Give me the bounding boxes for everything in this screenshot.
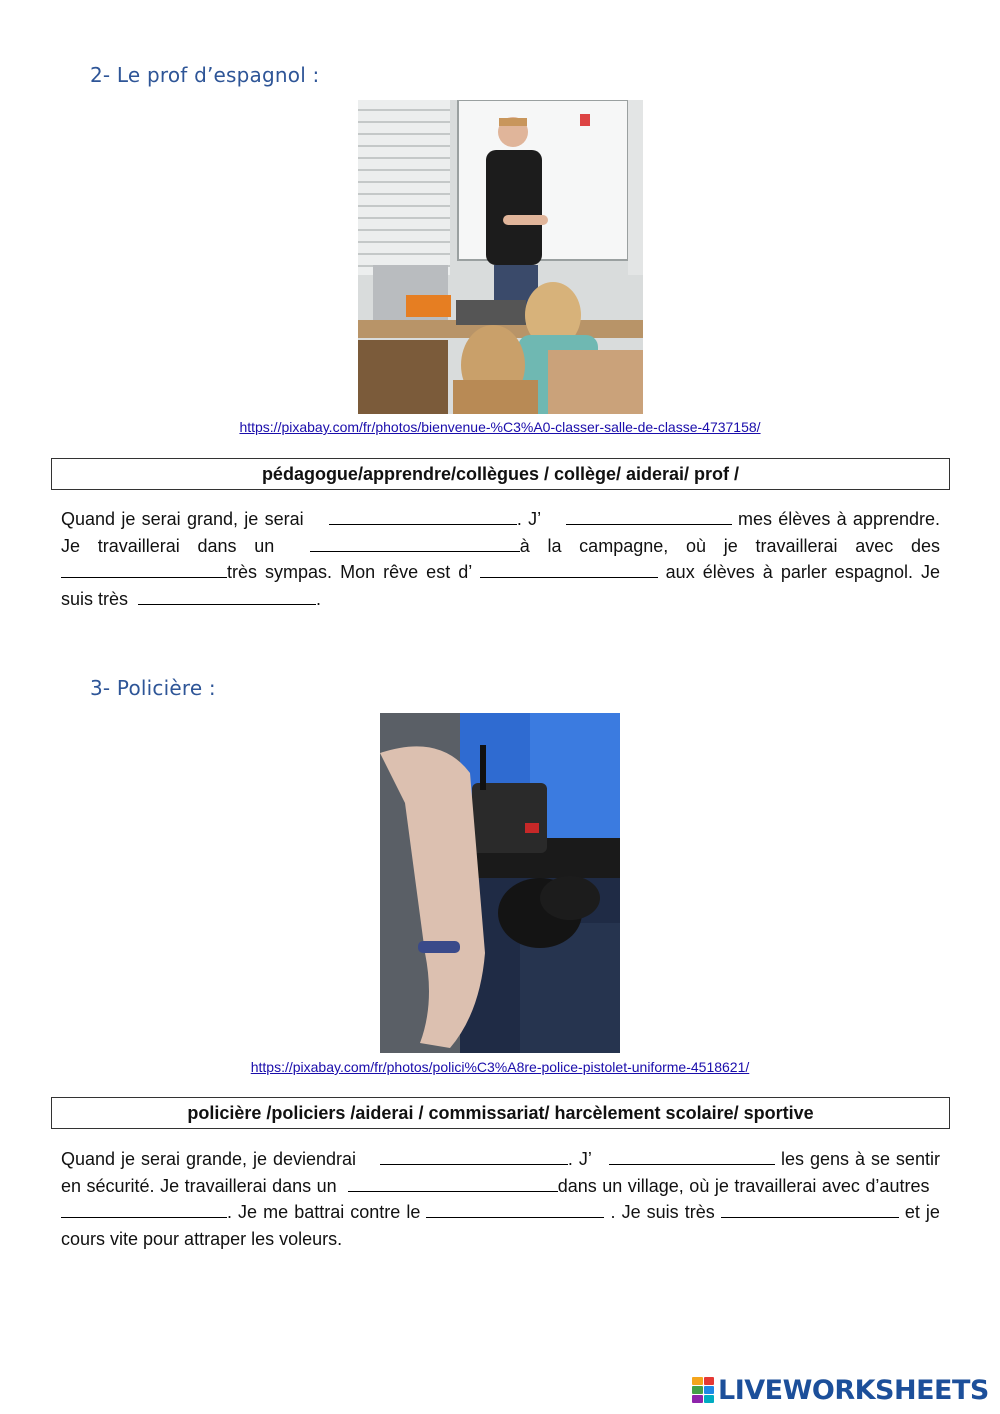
blank-2-5[interactable] — [426, 1201, 604, 1218]
photo-credit-link-2[interactable]: https://pixabay.com/fr/photos/polici%C3%A8re-police-pistolet-uniforme-4518621/ — [250, 1059, 750, 1075]
logo-square — [692, 1377, 703, 1385]
fill-in-paragraph-2: Quand je serai grande, je deviendrai . J’ les gens à se sentir en sécurité. Je travaillerai dans un dans un village, où je travaillerai avec d’autres . Je me battrai contre le . Je suis très et je cours vite pour attraper les voleurs. — [61, 1149, 940, 1249]
word-bank-2: policière /policiers /aiderai / commissariat/ harcèlement scolaire/ sportive — [51, 1097, 950, 1129]
blank-2-6[interactable] — [721, 1201, 899, 1218]
logo-square — [692, 1395, 703, 1403]
blank-1-1[interactable] — [329, 508, 517, 525]
blank-1-4[interactable] — [61, 561, 227, 578]
blank-2-3[interactable] — [348, 1175, 558, 1192]
teacher-classroom-photo — [358, 100, 643, 414]
logo-square — [704, 1377, 715, 1385]
liveworksheets-logo — [692, 1374, 989, 1406]
section-2-heading: 2- Le prof d’espagnol : — [90, 63, 320, 87]
blank-1-3[interactable] — [310, 535, 520, 552]
logo-square — [704, 1395, 715, 1403]
liveworksheets-logo-text: LIVEWORKSHEETS — [718, 1374, 989, 1406]
photo-credit-link-1[interactable]: https://pixabay.com/fr/photos/bienvenue-%C3%A0-classer-salle-de-classe-4737158/ — [239, 419, 761, 435]
blank-2-4[interactable] — [61, 1201, 227, 1218]
blank-1-2[interactable] — [566, 508, 732, 525]
blank-1-5[interactable] — [480, 561, 658, 578]
blank-2-2[interactable] — [609, 1148, 775, 1165]
blank-1-6[interactable] — [138, 588, 316, 605]
logo-square — [692, 1386, 703, 1394]
section-3-heading: 3- Policière : — [90, 676, 216, 700]
police-officer-belt-photo — [380, 713, 620, 1053]
fill-in-paragraph-1: Quand je serai grand, je serai . J’ mes élèves à apprendre. Je travaillerai dans un à la campagne, où je travaillerai avec des très sympas. Mon rêve est d’ aux élèves à parler espagnol. Je suis très . — [61, 509, 940, 609]
logo-square — [704, 1386, 715, 1394]
liveworksheets-logo-icon — [692, 1377, 714, 1403]
blank-2-1[interactable] — [380, 1148, 568, 1165]
word-bank-1: pédagogue/apprendre/collègues / collège/ aiderai/ prof / — [51, 458, 950, 490]
